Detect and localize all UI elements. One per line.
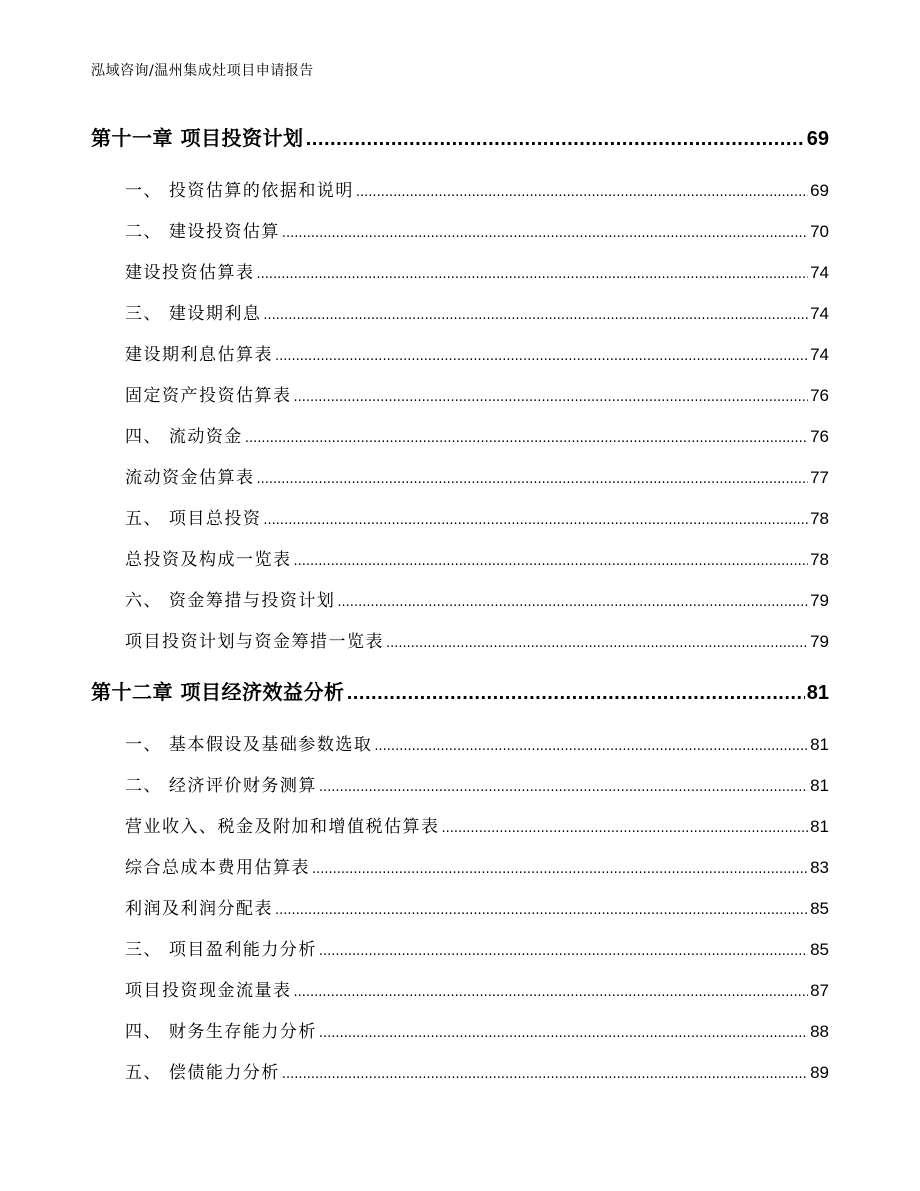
toc-section-entry[interactable]	[125, 217, 829, 242]
toc-dot-leader	[374, 735, 808, 755]
toc-section-entry[interactable]	[125, 545, 829, 570]
toc-page-number: 74	[810, 345, 829, 364]
toc-dot-leader	[337, 591, 808, 611]
toc-entry-title: 营业收入、税金及附加和增值税估算表	[125, 817, 440, 837]
toc-entry-title: 四、 财务生存能力分析	[125, 1022, 317, 1042]
toc-page-number: 81	[810, 817, 829, 836]
toc-dot-leader	[275, 899, 808, 919]
toc-page-number: 76	[810, 427, 829, 446]
toc-dot-leader	[263, 509, 808, 529]
toc-entry-title: 利润及利润分配表	[125, 899, 273, 919]
toc-section-entry[interactable]	[125, 340, 829, 365]
toc-section-entry[interactable]	[125, 176, 829, 201]
toc-dot-leader	[386, 632, 808, 652]
toc-page-number: 78	[810, 509, 829, 528]
toc-entry-title: 三、 项目盈利能力分析	[125, 940, 317, 960]
toc-entry-title: 第十一章 项目投资计划	[91, 126, 304, 150]
toc-section-entry[interactable]	[125, 812, 829, 837]
toc-dot-leader	[294, 550, 809, 570]
toc-dot-leader	[319, 940, 808, 960]
toc-page-number: 74	[810, 304, 829, 323]
toc-entry-title: 一、 投资估算的依据和说明	[125, 181, 354, 201]
toc-section-entry[interactable]	[125, 422, 829, 447]
toc-dot-leader	[312, 858, 808, 878]
toc-section-entry[interactable]	[125, 463, 829, 488]
toc-page-number: 87	[810, 981, 829, 1000]
toc-entry-title: 固定资产投资估算表	[125, 386, 292, 406]
toc-dot-leader	[282, 222, 808, 242]
toc-section-entry[interactable]	[125, 299, 829, 324]
toc-entry-title: 四、 流动资金	[125, 427, 243, 447]
toc-chapter-entry[interactable]	[91, 122, 829, 151]
toc-section-entry[interactable]	[125, 258, 829, 283]
toc-entry-title: 六、 资金筹措与投资计划	[125, 591, 336, 611]
toc-section-entry[interactable]	[125, 894, 829, 919]
toc-dot-leader	[319, 776, 808, 796]
toc-page-number: 85	[810, 940, 829, 959]
toc-page-number: 81	[810, 735, 829, 754]
toc-page-number: 88	[810, 1022, 829, 1041]
toc-entry-title: 一、 基本假设及基础参数选取	[125, 735, 373, 755]
toc-dot-leader	[275, 345, 808, 365]
toc-entry-title: 五、 偿债能力分析	[125, 1063, 280, 1083]
toc-section-entry[interactable]	[125, 627, 829, 652]
toc-page-number: 85	[810, 899, 829, 918]
toc-entry-title: 项目投资计划与资金筹措一览表	[125, 632, 384, 652]
toc-page-number: 79	[810, 591, 829, 610]
toc-entry-title: 第十二章 项目经济效益分析	[91, 680, 345, 704]
toc-page-number: 69	[810, 181, 829, 200]
toc-dot-leader	[282, 1063, 808, 1083]
toc-entry-title: 建设投资估算表	[125, 263, 255, 283]
toc-section-entry[interactable]	[125, 586, 829, 611]
toc-page-number: 81	[810, 776, 829, 795]
toc-entry-title: 建设期利息估算表	[125, 345, 273, 365]
toc-entry-title: 五、 项目总投资	[125, 509, 262, 529]
toc-dot-leader	[294, 386, 809, 406]
toc-entry-title: 流动资金估算表	[125, 468, 255, 488]
toc-dot-leader	[319, 1022, 808, 1042]
toc-dot-leader	[257, 263, 809, 283]
page-header: 泓域咨询/温州集成灶项目申请报告	[91, 63, 314, 79]
toc-page-number: 79	[810, 632, 829, 651]
toc-entry-title: 总投资及构成一览表	[125, 550, 292, 570]
toc-page-number: 81	[806, 682, 829, 704]
toc-section-entry[interactable]	[125, 771, 829, 796]
toc-section-entry[interactable]	[125, 1058, 829, 1083]
toc-page-number: 78	[810, 550, 829, 569]
toc-dot-leader	[294, 981, 809, 1001]
toc-chapter-entry[interactable]	[91, 676, 829, 705]
toc-dot-leader	[305, 126, 804, 150]
toc-dot-leader	[442, 817, 809, 837]
toc-dot-leader	[245, 427, 808, 447]
toc-entry-title: 二、 建设投资估算	[125, 222, 280, 242]
toc-page-number: 76	[810, 386, 829, 405]
toc-entry-title: 三、 建设期利息	[125, 304, 262, 324]
toc-dot-leader	[356, 181, 808, 201]
toc-dot-leader	[346, 680, 804, 704]
toc-page-number: 77	[810, 468, 829, 487]
toc-entry-title: 综合总成本费用估算表	[125, 858, 310, 878]
toc-page-number: 69	[806, 128, 829, 150]
toc-dot-leader	[263, 304, 808, 324]
toc-section-entry[interactable]	[125, 976, 829, 1001]
toc-page-number: 70	[810, 222, 829, 241]
toc-entry-title: 二、 经济评价财务测算	[125, 776, 317, 796]
toc-page-number: 89	[810, 1063, 829, 1082]
toc-section-entry[interactable]	[125, 853, 829, 878]
toc-section-entry[interactable]	[125, 1017, 829, 1042]
toc-entry-title: 项目投资现金流量表	[125, 981, 292, 1001]
toc-section-entry[interactable]	[125, 504, 829, 529]
toc-section-entry[interactable]	[125, 935, 829, 960]
toc-page-number: 74	[810, 263, 829, 282]
toc-dot-leader	[257, 468, 809, 488]
toc-section-entry[interactable]	[125, 381, 829, 406]
toc-section-entry[interactable]	[125, 730, 829, 755]
toc-page-number: 83	[810, 858, 829, 877]
